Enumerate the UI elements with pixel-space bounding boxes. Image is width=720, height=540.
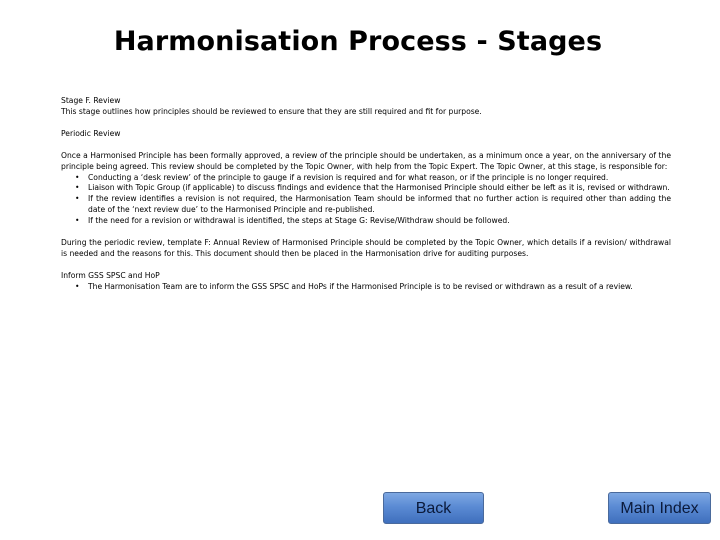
- inform-list: [61, 282, 671, 293]
- back-button[interactable]: Back: [383, 492, 484, 524]
- stage-heading: Stage F. Review: [61, 96, 121, 105]
- inform-heading: Inform GSS SPSC and HoP: [61, 270, 160, 280]
- stage-intro: This stage outlines how principles should be reviewed to ensure that they are still required and fit for purpose.: [61, 106, 482, 116]
- list-item: • Liaison with Topic Group (if applicable) to discuss findings and evidence that the Harmonised Principle should either be left as it is, revised or withdrawn.: [88, 183, 671, 194]
- responsibilities-list: [61, 173, 671, 228]
- list-item: • If the need for a revision or withdrawal is identified, the steps at Stage G: Revise/Withdraw should be followed.: [88, 216, 671, 227]
- stage-content: [61, 96, 671, 293]
- list-item: • The Harmonisation Team are to inform the GSS SPSC and HoPs if the Harmonised Principle is to be revised or withdrawn as a result of a review.: [88, 282, 671, 293]
- main-index-button[interactable]: Main Index: [608, 492, 711, 524]
- list-item: • Conducting a ‘desk review’ of the principle to gauge if a revision is required and for what reason, or if the principle is no longer required.: [88, 173, 671, 184]
- page-title: Harmonisation Process - Stages: [113, 26, 603, 57]
- periodic-review-paragraph: Once a Harmonised Principle has been formally approved, a review of the principle should be undertaken, as a minimum once a year, on the anniversary of the principle being agreed. This review should be completed by the Topic Owner, with help from the Topic Expert. The Topic Owner, at this stage, is responsible for:: [61, 150, 671, 171]
- periodic-review-heading: Periodic Review: [61, 128, 121, 138]
- template-paragraph: During the periodic review, template F: Annual Review of Harmonised Principle should be completed by the Topic Owner, which details if a revision/ withdrawal is needed and the reasons for this. This document should then be placed in the Harmonisation drive for auditing purposes.: [61, 238, 671, 258]
- list-item: • If the review identifies a revision is not required, the Harmonisation Team should be informed that no further action is required other than adding the date of the ‘next review due’ to the Harmonised Principle and re-published.: [88, 194, 671, 216]
